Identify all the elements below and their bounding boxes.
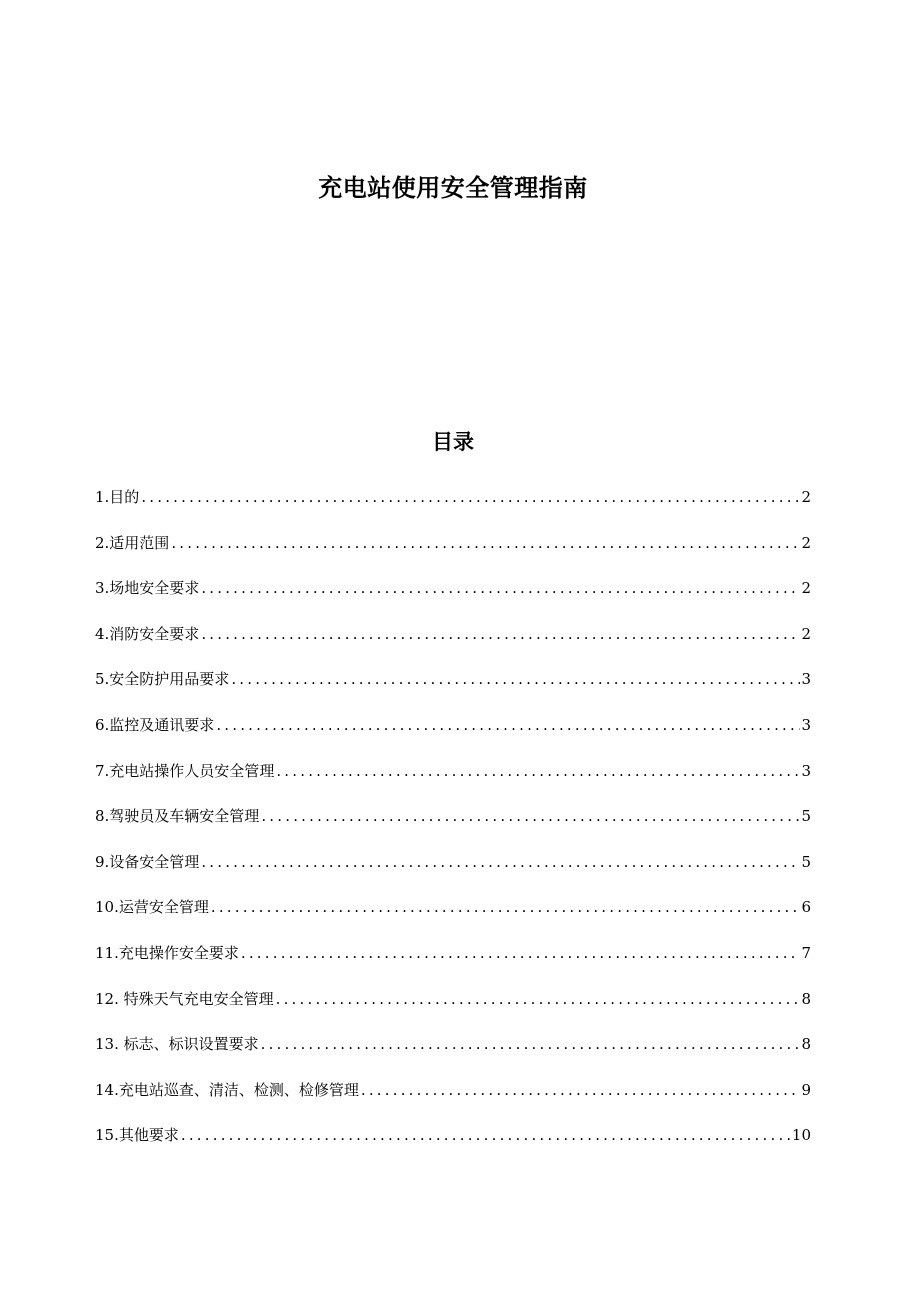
- toc-entry-5[interactable]: [95, 667, 811, 713]
- toc-entry-label: 5.安全防护用品要求: [95, 670, 230, 689]
- toc-dot-leader: [359, 1078, 801, 1102]
- toc-dot-leader: [274, 759, 800, 783]
- toc-entry-8[interactable]: [95, 804, 811, 850]
- toc-entry-page: 7: [801, 943, 811, 962]
- toc-entry-page: 2: [801, 579, 811, 598]
- toc-entry-4[interactable]: [95, 622, 811, 668]
- toc-entry-page: 9: [801, 1080, 811, 1099]
- toc-entry-2[interactable]: [95, 531, 811, 577]
- toc-entry-12[interactable]: [95, 987, 811, 1033]
- toc-entry-page: 2: [801, 624, 811, 643]
- toc-entry-6[interactable]: [95, 713, 811, 759]
- toc-entry-3[interactable]: [95, 576, 811, 622]
- toc-entry-page: 8: [801, 989, 811, 1008]
- toc-entry-label: 14.充电站巡查、清洁、检测、检修管理: [95, 1080, 359, 1099]
- toc-entry-page: 8: [801, 1035, 811, 1054]
- toc-entry-label: 12. 特殊天气充电安全管理: [95, 989, 274, 1008]
- toc-entry-label: 10.运营安全管理: [95, 898, 209, 917]
- toc-dot-leader: [274, 987, 801, 1011]
- toc-entry-label: 15.其他要求: [95, 1126, 179, 1145]
- toc-entry-page: 6: [801, 898, 811, 917]
- toc-entry-label: 6.监控及通讯要求: [95, 715, 215, 734]
- toc-entry-page: 3: [801, 670, 811, 689]
- toc-dot-leader: [169, 531, 800, 555]
- toc-entry-7[interactable]: [95, 759, 811, 805]
- table-of-contents: [95, 485, 811, 1169]
- toc-dot-leader: [229, 667, 800, 691]
- toc-entry-label: 2.适用范围: [95, 533, 170, 552]
- toc-dot-leader: [259, 804, 800, 828]
- toc-dot-leader: [179, 1123, 791, 1147]
- toc-entry-page: 3: [801, 761, 811, 780]
- toc-entry-label: 11.充电操作安全要求: [95, 943, 239, 962]
- toc-entry-13[interactable]: [95, 1032, 811, 1078]
- toc-entry-label: 7.充电站操作人员安全管理: [95, 761, 275, 780]
- toc-entry-label: 8.驾驶员及车辆安全管理: [95, 807, 260, 826]
- document-title: 充电站使用安全管理指南: [318, 174, 588, 202]
- toc-entry-1[interactable]: [95, 485, 811, 531]
- toc-dot-leader: [259, 1032, 801, 1056]
- toc-heading: 目录: [432, 430, 474, 454]
- toc-entry-label: 3.场地安全要求: [95, 579, 200, 598]
- toc-entry-page: 2: [801, 488, 811, 506]
- toc-entry-page: 5: [801, 807, 811, 826]
- toc-entry-14[interactable]: [95, 1078, 811, 1124]
- toc-entry-label: 4.消防安全要求: [95, 624, 200, 643]
- toc-entry-15[interactable]: [95, 1123, 811, 1169]
- toc-entry-label: 1.目的: [95, 488, 140, 506]
- toc-entry-page: 2: [801, 533, 811, 552]
- toc-dot-leader: [199, 850, 800, 874]
- toc-entry-9[interactable]: [95, 850, 811, 896]
- toc-entry-11[interactable]: [95, 941, 811, 987]
- toc-dot-leader: [214, 713, 800, 737]
- toc-dot-leader: [199, 576, 800, 600]
- toc-entry-page: 5: [801, 852, 811, 871]
- toc-dot-leader: [209, 895, 801, 919]
- toc-dot-leader: [239, 941, 801, 965]
- toc-entry-10[interactable]: [95, 895, 811, 941]
- toc-dot-leader: [199, 622, 800, 646]
- toc-entry-page: 10: [791, 1126, 811, 1145]
- toc-entry-label: 13. 标志、标识设置要求: [95, 1035, 259, 1054]
- toc-dot-leader: [139, 485, 800, 509]
- toc-entry-page: 3: [801, 715, 811, 734]
- toc-entry-label: 9.设备安全管理: [95, 852, 200, 871]
